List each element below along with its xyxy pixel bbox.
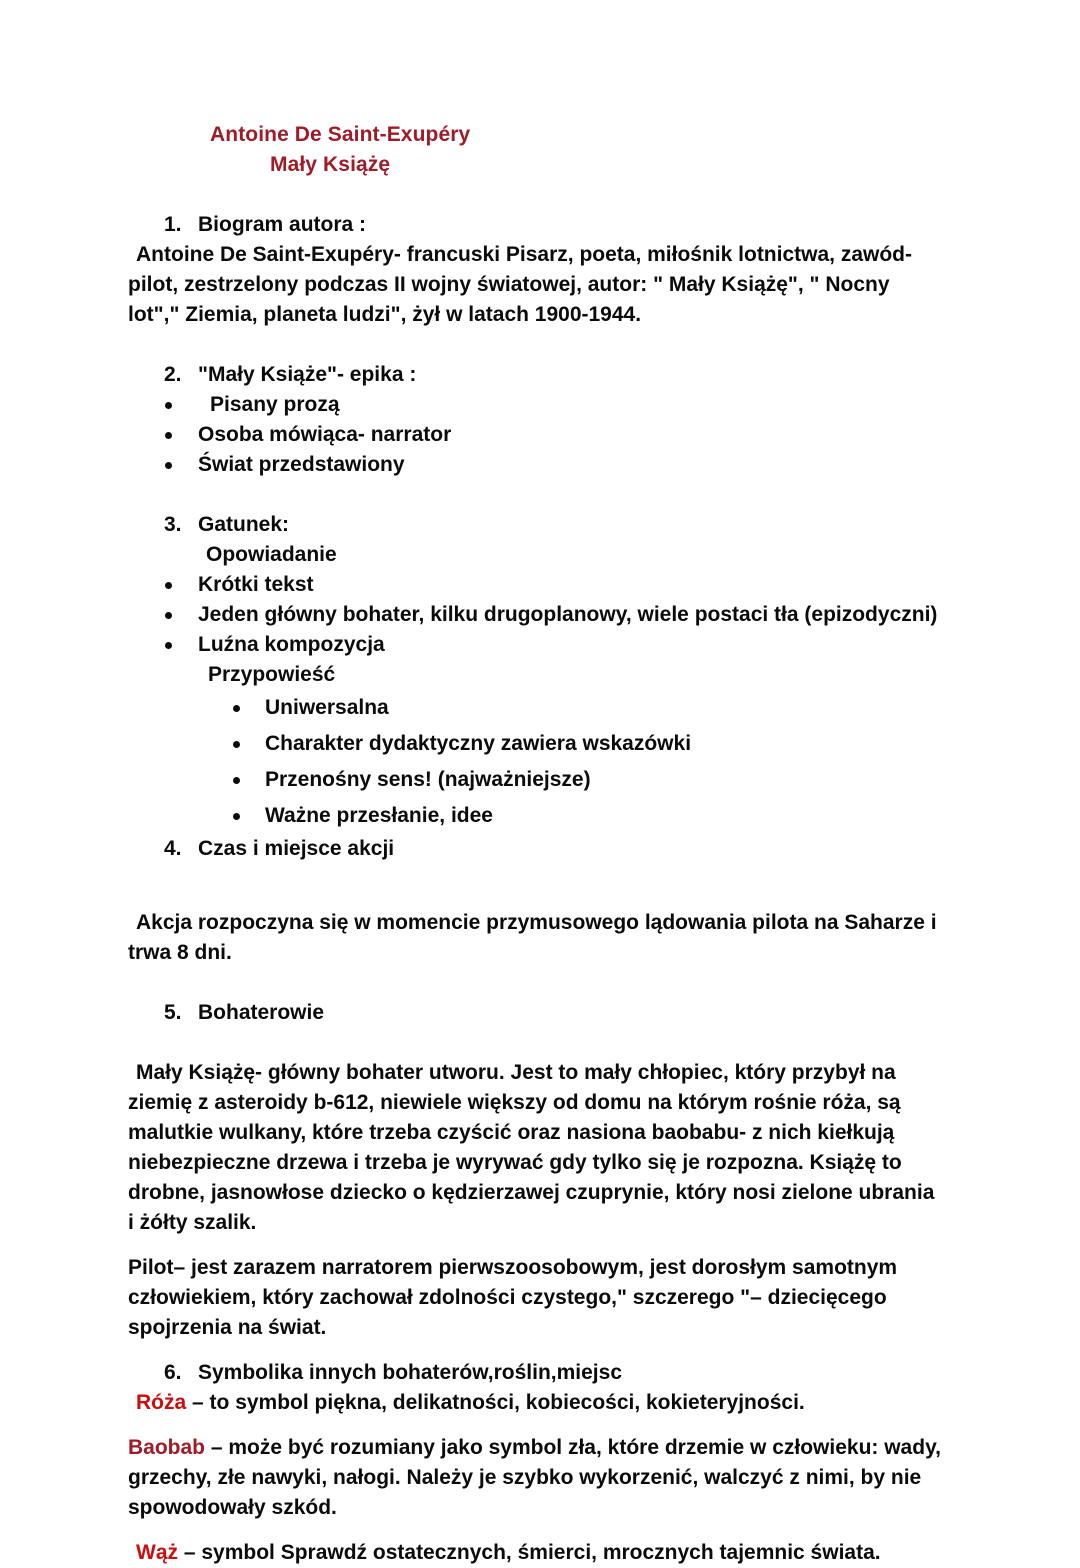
symbol-description: – symbol Sprawdź ostatecznych, śmierci, mrocznych tajemnic świata. — [178, 1541, 881, 1564]
list-item-label: Pisany prozą — [210, 393, 340, 416]
bullet-dot-icon — [165, 432, 172, 439]
spacer — [128, 1238, 946, 1253]
section-5-heading-label: Bohaterowie — [198, 1001, 325, 1024]
section-6-heading — [128, 1358, 946, 1388]
section-5-paragraph-pilot: Pilot– jest zarazem narratorem pierwszoosobowym, jest dorosłym samotnym człowiekiem, który zachował zdolności czystego," szczerego "– dziecięcego spojrzenia na świat. — [128, 1256, 898, 1339]
spacer — [128, 180, 946, 210]
bullet-dot-icon — [165, 582, 172, 589]
section-5-number: 5. — [164, 1001, 182, 1024]
list-item — [128, 600, 946, 630]
spacer — [128, 1028, 946, 1058]
spacer — [128, 1418, 946, 1433]
section-3-heading-label: Gatunek: — [198, 513, 290, 536]
title-author: Antoine De Saint-Exupéry — [210, 123, 471, 146]
bullet-dot-icon — [233, 813, 240, 820]
sub-list-item-label: Charakter dydaktyczny zawiera wskazówki — [265, 732, 692, 755]
symbol-entry-baobab — [128, 1433, 946, 1523]
section-1-heading — [128, 210, 946, 240]
section-4-heading-label: Czas i miejsce akcji — [198, 837, 395, 860]
list-item — [128, 450, 946, 480]
section-2-heading-label: "Mały Książe"- epika : — [198, 363, 417, 386]
sub-list-item — [128, 762, 946, 798]
section-1-number: 1. — [164, 213, 182, 236]
section-1-heading-label: Biogram autora : — [198, 213, 367, 236]
section-1-body: Antoine De Saint-Exupéry- francuski Pisarz, poeta, miłośnik lotnictwa, zawód- pilot, zestrzelony podczas II wojny światowej, autor: " Mały Książę", " Nocny lot"," Ziemia, planeta ludzi", żył w latach 1900-1944. — [128, 243, 912, 326]
spacer — [128, 1523, 946, 1538]
list-item-label: Jeden główny bohater, kilku drugoplanowy, wiele postaci tła (epizodyczni) — [198, 603, 938, 626]
title-work: Mały Książę — [270, 153, 391, 176]
bullet-dot-icon — [165, 642, 172, 649]
section-2-number: 2. — [164, 363, 182, 386]
bullet-dot-icon — [233, 777, 240, 784]
symbol-term: Baobab — [128, 1436, 206, 1459]
bullet-dot-icon — [233, 741, 240, 748]
bullet-dot-icon — [165, 402, 172, 409]
section-3-sub-label: Przypowieść — [208, 663, 336, 686]
section-5-paragraph-prince: Mały Książę- główny bohater utworu. Jest to mały chłopiec, który przybył na ziemię z asteroidy b-612, niewiele większy od domu na którym rośnie róża, są malutkie wulkany, które trzeba czyścić oraz nasiona baobabu- z nich kiełkują niebezpieczne drzewa i trzeba je wyrywać gdy tylko się je rozpozna. Książę to drobne, jasnowłose dziecko o kędzierzawej czuprynie, który nosi zielone ubrania i żółty szalik. — [128, 1061, 935, 1234]
spacer — [128, 480, 946, 510]
sub-list-item-label: Przenośny sens! (najważniejsze) — [265, 768, 591, 791]
section-2-heading — [128, 360, 946, 390]
sub-list-item — [128, 690, 946, 726]
section-4-body: Akcja rozpoczyna się w momencie przymusowego lądowania pilota na Saharze i trwa 8 dni. — [128, 911, 937, 964]
bullet-dot-icon — [165, 462, 172, 469]
symbol-description: – może być rozumiany jako symbol zła, które drzemie w człowieku: wady, grzechy, złe nawyki, nałogi. Należy je szybko wykorzenić, walczyć z nimi, by nie spowodowały szkód. — [128, 1436, 942, 1519]
section-6-heading-label: Symbolika innych bohaterów,roślin,miejsc — [198, 1361, 622, 1384]
bullet-dot-icon — [233, 705, 240, 712]
section-3-heading — [128, 510, 946, 540]
symbol-description: – to symbol piękna, delikatności, kobiecości, kokieteryjności. — [186, 1391, 805, 1414]
symbol-entry-waz — [128, 1538, 946, 1568]
document-body — [128, 120, 946, 1568]
spacer — [128, 968, 946, 998]
list-item-label: Krótki tekst — [198, 573, 314, 596]
list-item — [128, 390, 946, 420]
spacer — [128, 1343, 946, 1358]
spacer — [128, 864, 946, 908]
section-5-heading — [128, 998, 946, 1028]
list-item-label: Osoba mówiąca- narrator — [198, 423, 452, 446]
sub-list-item — [128, 798, 946, 834]
sub-list-item-label: Uniwersalna — [265, 696, 389, 719]
list-item-label: Luźna kompozycja — [198, 633, 385, 656]
list-item-label: Świat przedstawiony — [198, 453, 405, 476]
section-6-number: 6. — [164, 1361, 182, 1384]
bullet-dot-icon — [165, 612, 172, 619]
spacer — [128, 330, 946, 360]
section-4-heading — [128, 834, 946, 864]
symbol-term: Róża — [136, 1391, 187, 1414]
section-3-number: 3. — [164, 513, 182, 536]
list-item — [128, 630, 946, 660]
symbol-entry-roza — [128, 1388, 946, 1418]
list-item — [128, 420, 946, 450]
document-title-block — [128, 120, 946, 180]
section-3-subheading: Opowiadanie — [206, 543, 337, 566]
list-item — [128, 570, 946, 600]
sub-list-item — [128, 726, 946, 762]
section-4-number: 4. — [164, 837, 182, 860]
symbol-term: Wąż — [136, 1541, 178, 1564]
sub-list-item-label: Ważne przesłanie, idee — [265, 804, 493, 827]
